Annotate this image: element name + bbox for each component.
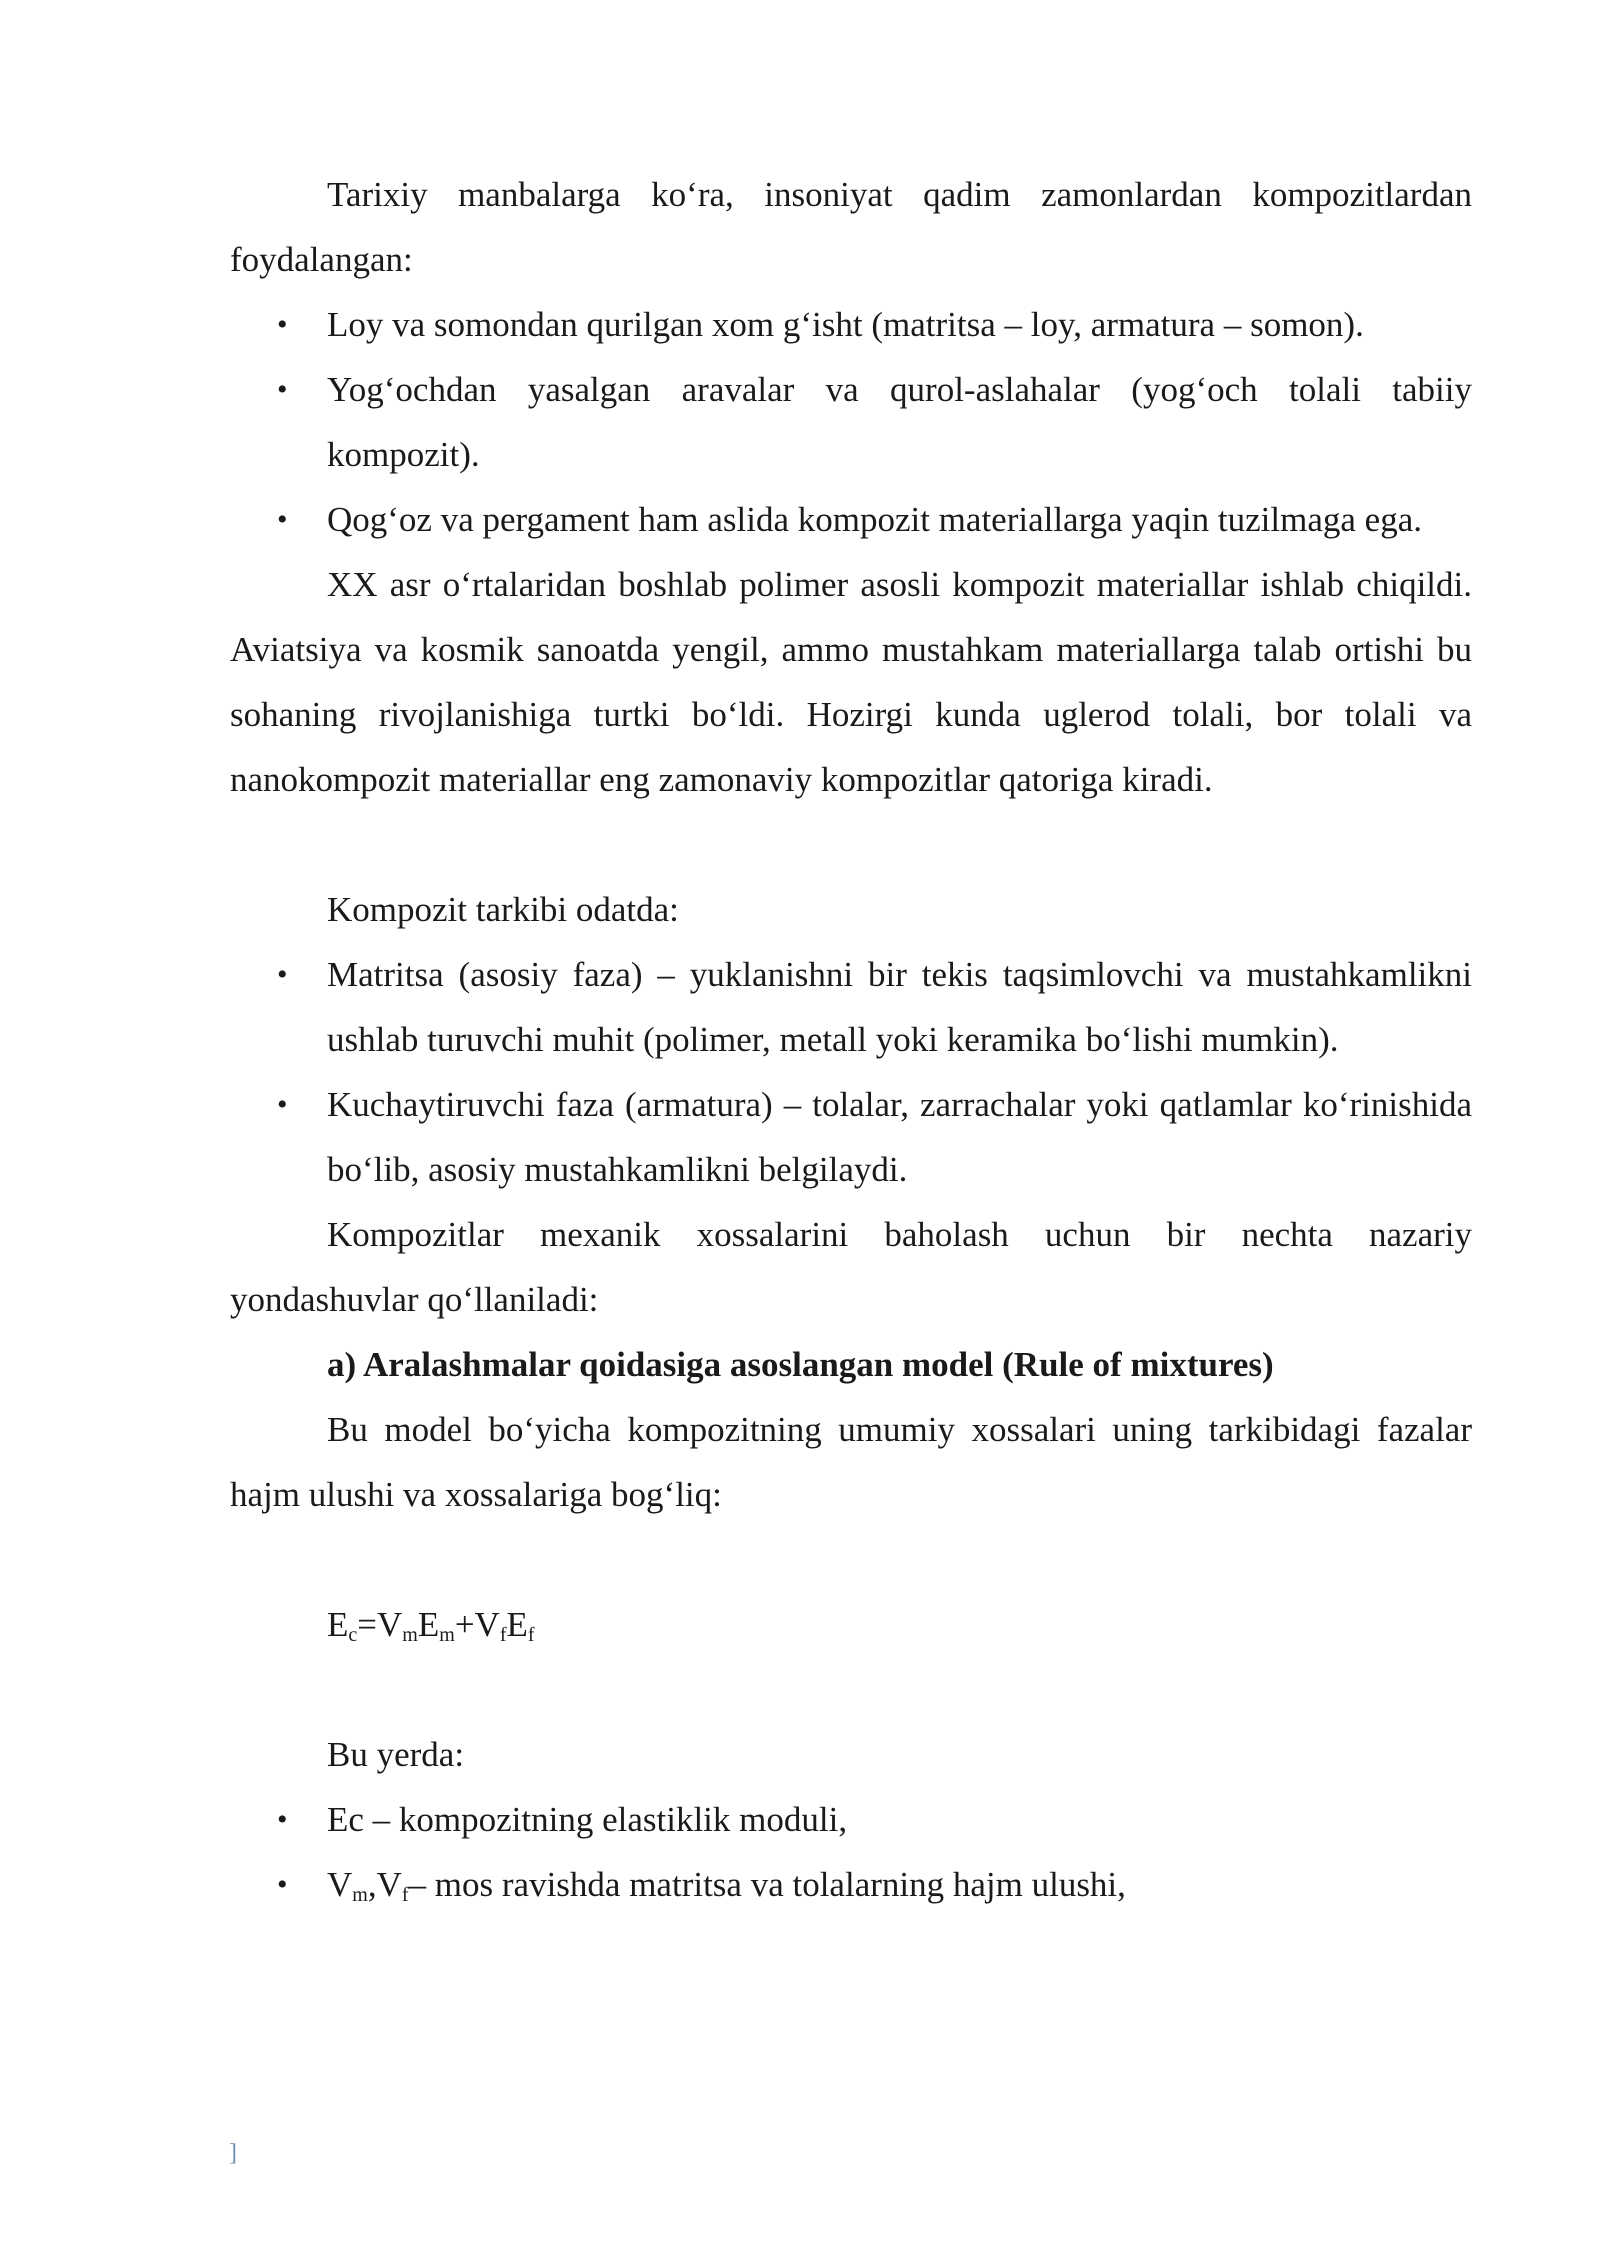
bullet-icon: •: [277, 373, 288, 406]
paragraph-polymer-history: XX asr o‘rtalaridan boshlab polimer asosli kompozit materiallar ishlab chiqildi. Aviatsiya va kosmik sanoatda yengil, ammo mustahkam materiallarga talab ortishi bu sohaning rivojlanishiga turtki bo‘ldi. Hozirgi kunda uglerod tolali, bor tolali va nanokompozit materiallar eng zamonaviy kompozitlar qatoriga kiradi.: [230, 565, 1472, 799]
list-item: • Loy va somondan qurilgan xom g‘isht (matritsa – loy, armatura – somon).: [230, 292, 1472, 357]
composition-list: [230, 942, 1472, 1202]
rule-of-mixtures-formula: $E_c=V_mE_m+V_fE_f$: [327, 1605, 535, 1646]
variables-list: [230, 1787, 1472, 1917]
paragraph-historical-intro: Tarixiy manbalarga ko‘ra, insoniyat qadim zamonlardan kompozitlardan foydalangan:: [230, 175, 1472, 279]
page-bracket-mark: ]: [229, 2140, 237, 2166]
list-item: • $V_m,V_f-$ mos ravishda matritsa va tolalarning hajm ulushi,: [230, 1852, 1472, 1917]
bullet-icon: •: [277, 1088, 288, 1121]
bullet-icon: •: [277, 1803, 288, 1836]
paragraph-model-description: Bu model bo‘yicha kompozitning umumiy xossalari uning tarkibidagi fazalar hajm ulushi va xossalariga bog‘liq:: [230, 1410, 1472, 1514]
paragraph-where: Bu yerda:: [327, 1735, 465, 1774]
list-item: • Yog‘ochdan yasalgan aravalar va qurol-aslahalar (yog‘och tolali tabiiy kompozit).: [230, 357, 1472, 487]
paragraph-composition-intro: Kompozit tarkibi odatda:: [327, 890, 679, 929]
blank-line: [230, 1657, 1472, 1722]
bullet-icon: •: [277, 1868, 288, 1901]
bullet-icon: •: [277, 503, 288, 536]
list-item: • Matritsa (asosiy faza) – yuklanishni bir tekis taqsimlovchi va mustahkamlikni ushlab turuvchi muhit (polimer, metall yoki keramika bo‘lishi mumkin).: [230, 942, 1472, 1072]
blank-line: [230, 812, 1472, 877]
section-heading: a) Aralashmalar qoidasiga asoslangan model (Rule of mixtures): [327, 1345, 1274, 1384]
historical-examples-list: [230, 292, 1472, 552]
document-page: [230, 162, 1472, 1917]
list-item: • Kuchaytiruvchi faza (armatura) – tolalar, zarrachalar yoki qatlamlar ko‘rinishida bo‘lib, asosiy mustahkamlikni belgilaydi.: [230, 1072, 1472, 1202]
bullet-icon: •: [277, 958, 288, 991]
paragraph-approaches: Kompozitlar mexanik xossalarini baholash uchun bir nechta nazariy yondashuvlar qo‘llaniladi:: [230, 1215, 1472, 1319]
list-item: • Qog‘oz va pergament ham aslida kompozit materiallarga yaqin tuzilmaga ega.: [230, 487, 1472, 552]
blank-line: [230, 1527, 1472, 1592]
list-item: • Ec – kompozitning elastiklik moduli,: [230, 1787, 1472, 1852]
bullet-icon: •: [277, 308, 288, 341]
